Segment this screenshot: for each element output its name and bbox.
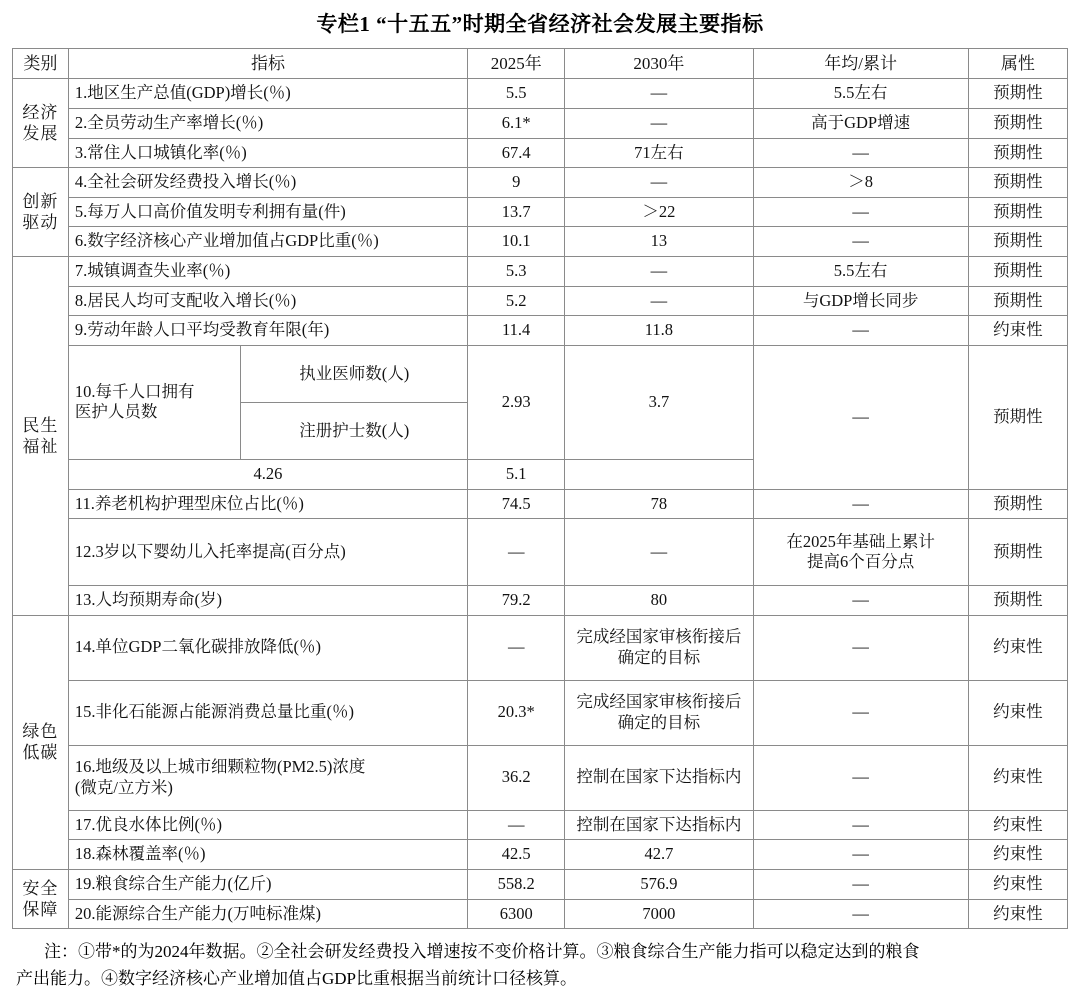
value-attr-5: 预期性	[968, 197, 1067, 227]
table-row	[13, 227, 1068, 257]
table-row	[13, 257, 1068, 287]
header-year-2030: 2030年	[565, 49, 753, 79]
value-2030-15-line1: 完成经国家审核衔接后	[576, 692, 742, 712]
indicator-16	[68, 745, 467, 810]
value-avg-17: —	[753, 810, 968, 840]
indicator-10-label	[69, 346, 241, 459]
value-avg-4: ＞8	[753, 168, 968, 198]
value-2030-19: 576.9	[565, 870, 753, 900]
category-line1: 经济	[22, 102, 59, 122]
indicator-14: 14.单位GDP二氧化碳排放降低(％)	[68, 615, 467, 680]
value-avg-10: —	[753, 345, 968, 489]
value-attr-8: 预期性	[968, 286, 1067, 316]
table-row	[13, 108, 1068, 138]
indicator-19: 19.粮食综合生产能力(亿斤)	[68, 870, 467, 900]
category-line2: 保障	[22, 900, 59, 920]
table-row	[13, 810, 1068, 840]
header-average: 年均/累计	[753, 49, 968, 79]
category-line1: 创新	[22, 191, 59, 211]
indicator-15: 15.非化石能源占能源消费总量比重(％)	[68, 680, 467, 745]
value-avg-15: —	[753, 680, 968, 745]
indicator-18: 18.森林覆盖率(％)	[68, 840, 467, 870]
value-2030-5: ＞22	[565, 197, 753, 227]
table-row	[13, 168, 1068, 198]
value-avg-18: —	[753, 840, 968, 870]
indicator-8: 8.居民人均可支配收入增长(％)	[68, 286, 467, 316]
value-2025-16: 36.2	[468, 745, 565, 810]
value-2025-13: 79.2	[468, 586, 565, 616]
value-2025-15: 20.3*	[468, 680, 565, 745]
table-row	[13, 899, 1068, 929]
value-avg-8: 与GDP增长同步	[753, 286, 968, 316]
header-attribute: 属性	[968, 49, 1067, 79]
category-line2: 驱动	[22, 213, 59, 233]
value-attr-3: 预期性	[968, 138, 1067, 168]
indicators-table	[12, 48, 1068, 929]
value-2025-2: 6.1*	[468, 108, 565, 138]
category-livelihood	[13, 257, 69, 616]
value-2030-17: 控制在国家下达指标内	[565, 810, 753, 840]
value-attr-12: 预期性	[968, 519, 1067, 586]
value-avg-6: —	[753, 227, 968, 257]
value-2025-14: —	[468, 615, 565, 680]
value-2025-18: 42.5	[468, 840, 565, 870]
value-2025-5: 13.7	[468, 197, 565, 227]
value-2030-9: 11.8	[565, 316, 753, 346]
table-row	[13, 79, 1068, 109]
value-avg-5: —	[753, 197, 968, 227]
value-avg-20: —	[753, 899, 968, 929]
table-row	[13, 316, 1068, 346]
value-avg-14: —	[753, 615, 968, 680]
value-2025-19: 558.2	[468, 870, 565, 900]
value-2030-4: —	[565, 168, 753, 198]
value-2030-18: 42.7	[565, 840, 753, 870]
indicator-10-line2: 医护人员数	[74, 402, 158, 422]
indicator-7: 7.城镇调查失业率(％)	[68, 257, 467, 287]
table-row	[13, 197, 1068, 227]
table-row	[13, 519, 1068, 586]
table-row	[13, 138, 1068, 168]
value-avg-12-line1: 在2025年基础上累计	[786, 531, 935, 551]
table-row	[13, 586, 1068, 616]
value-2030-13: 80	[565, 586, 753, 616]
table-row	[13, 870, 1068, 900]
value-attr-13: 预期性	[968, 586, 1067, 616]
value-2025-20: 6300	[468, 899, 565, 929]
value-attr-15: 约束性	[968, 680, 1067, 745]
value-attr-16: 约束性	[968, 745, 1067, 810]
table-row	[13, 680, 1068, 745]
note-line-1: 注：①带*的为2024年数据。②全社会研发经费投入增速按不变价格计算。③粮食综合生产能力指可以稳定达到的粮食	[44, 942, 920, 962]
indicator-16-line1: 16.地级及以上城市细颗粒物(PM2.5)浓度	[74, 757, 366, 777]
value-attr-1: 预期性	[968, 79, 1067, 109]
value-2030-6: 13	[565, 227, 753, 257]
value-attr-17: 约束性	[968, 810, 1067, 840]
value-2025-7: 5.3	[468, 257, 565, 287]
value-avg-1: 5.5左右	[753, 79, 968, 109]
value-attr-19: 约束性	[968, 870, 1067, 900]
value-2030-16: 控制在国家下达指标内	[565, 745, 753, 810]
value-avg-12	[753, 519, 968, 586]
value-attr-9: 约束性	[968, 316, 1067, 346]
category-line2: 福祉	[22, 436, 59, 456]
category-line2: 低碳	[22, 743, 59, 763]
table-row	[13, 489, 1068, 519]
header-category: 类别	[13, 49, 69, 79]
value-2030-12: —	[565, 519, 753, 586]
category-line1: 安全	[22, 878, 59, 898]
value-avg-2: 高于GDP增速	[753, 108, 968, 138]
value-attr-18: 约束性	[968, 840, 1067, 870]
value-avg-3: —	[753, 138, 968, 168]
header-indicator: 指标	[68, 49, 467, 79]
category-green	[13, 615, 69, 869]
category-innovation	[13, 168, 69, 257]
category-line2: 发展	[22, 124, 59, 144]
value-2030-14-line2: 确定的目标	[617, 647, 701, 667]
value-2030-8: —	[565, 286, 753, 316]
value-2030-10a: 3.7	[565, 345, 753, 459]
value-2025-6: 10.1	[468, 227, 565, 257]
indicator-1: 1.地区生产总值(GDP)增长(％)	[68, 79, 467, 109]
indicator-6: 6.数字经济核心产业增加值占GDP比重(％)	[68, 227, 467, 257]
indicator-10-line1: 10.每千人口拥有	[74, 381, 195, 401]
value-attr-10: 预期性	[968, 345, 1067, 489]
indicator-12: 12.3岁以下婴幼儿入托率提高(百分点)	[68, 519, 467, 586]
category-line1: 绿色	[22, 722, 59, 742]
value-2030-10b: 5.1	[468, 459, 565, 489]
value-avg-9: —	[753, 316, 968, 346]
value-2030-7: —	[565, 257, 753, 287]
indicator-11: 11.养老机构护理型床位占比(％)	[68, 489, 467, 519]
value-attr-6: 预期性	[968, 227, 1067, 257]
value-avg-19: —	[753, 870, 968, 900]
indicator-10-sub-doctors: 执业医师数(人)	[241, 346, 467, 403]
value-2030-15-line2: 确定的目标	[617, 712, 701, 732]
value-2025-12: —	[468, 519, 565, 586]
page-title: 专栏1 “十五五”时期全省经济社会发展主要指标	[316, 12, 764, 36]
category-security	[13, 870, 69, 929]
indicator-20: 20.能源综合生产能力(万吨标准煤)	[68, 899, 467, 929]
value-2030-1: —	[565, 79, 753, 109]
indicator-2: 2.全员劳动生产率增长(％)	[68, 108, 467, 138]
value-2030-20: 7000	[565, 899, 753, 929]
value-attr-11: 预期性	[968, 489, 1067, 519]
indicator-10-group	[68, 345, 467, 459]
value-2025-17: —	[468, 810, 565, 840]
value-2030-11: 78	[565, 489, 753, 519]
value-attr-14: 约束性	[968, 615, 1067, 680]
value-avg-7: 5.5左右	[753, 257, 968, 287]
category-line1: 民生	[22, 415, 59, 435]
indicator-4: 4.全社会研发经费投入增长(％)	[68, 168, 467, 198]
value-2025-8: 5.2	[468, 286, 565, 316]
table-row	[13, 286, 1068, 316]
value-2025-3: 67.4	[468, 138, 565, 168]
table-row	[13, 345, 1068, 459]
indicator-13: 13.人均预期寿命(岁)	[68, 586, 467, 616]
value-2030-3: 71左右	[565, 138, 753, 168]
value-2025-4: 9	[468, 168, 565, 198]
table-header-row	[13, 49, 1068, 79]
value-avg-13: —	[753, 586, 968, 616]
value-2025-10a: 2.93	[468, 345, 565, 459]
value-2025-9: 11.4	[468, 316, 565, 346]
value-attr-2: 预期性	[968, 108, 1067, 138]
value-2030-2: —	[565, 108, 753, 138]
category-economy	[13, 79, 69, 168]
value-attr-4: 预期性	[968, 168, 1067, 198]
value-attr-20: 约束性	[968, 899, 1067, 929]
value-2030-14	[565, 615, 753, 680]
table-row	[13, 840, 1068, 870]
value-avg-11: —	[753, 489, 968, 519]
value-2030-15	[565, 680, 753, 745]
indicator-16-line2: (微克/立方米)	[74, 777, 173, 797]
table-row	[13, 745, 1068, 810]
value-2025-10b: 4.26	[68, 459, 467, 489]
header-year-2025: 2025年	[468, 49, 565, 79]
value-2030-14-line1: 完成经国家审核衔接后	[576, 627, 742, 647]
value-avg-16: —	[753, 745, 968, 810]
indicator-17: 17.优良水体比例(％)	[68, 810, 467, 840]
note-line-2: 产出能力。④数字经济核心产业增加值占GDP比重根据当前统计口径核算。	[16, 968, 578, 988]
value-2025-1: 5.5	[468, 79, 565, 109]
indicator-3: 3.常住人口城镇化率(％)	[68, 138, 467, 168]
indicator-10-sub-nurses: 注册护士数(人)	[299, 420, 410, 440]
value-avg-12-line2: 提高6个百分点	[806, 552, 915, 572]
table-row	[13, 615, 1068, 680]
value-2025-11: 74.5	[468, 489, 565, 519]
table-note	[12, 929, 1068, 992]
value-attr-7: 预期性	[968, 257, 1067, 287]
indicator-9: 9.劳动年龄人口平均受教育年限(年)	[68, 316, 467, 346]
indicator-5: 5.每万人口高价值发明专利拥有量(件)	[68, 197, 467, 227]
